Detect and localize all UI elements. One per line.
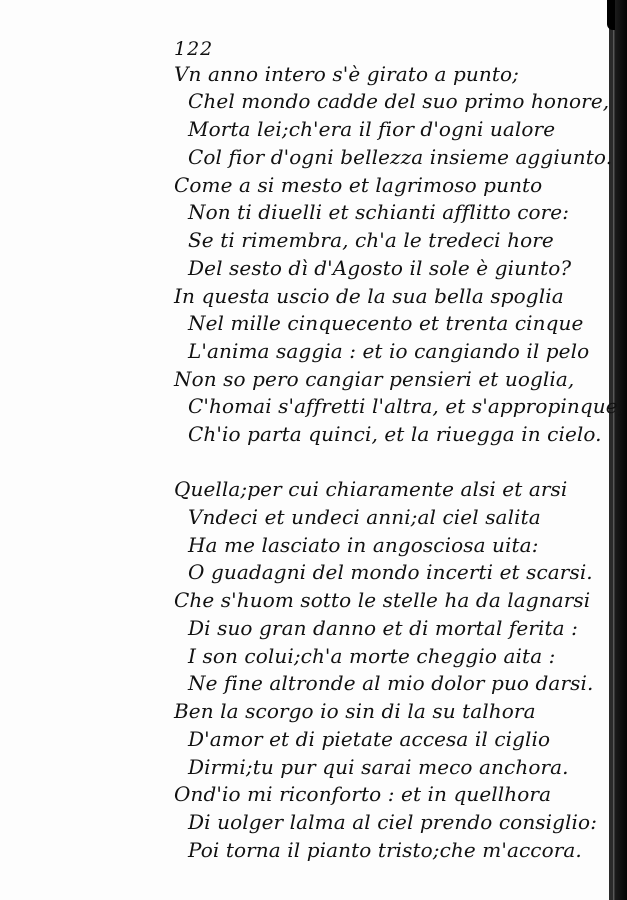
sonnet-1-line-5: Come a si mesto et lagrimoso punto xyxy=(174,173,543,197)
book-spine-notch xyxy=(607,0,615,30)
sonnet-1-line-13: C'homai s'affretti l'altra, et s'appropinque, xyxy=(188,394,625,418)
sonnet-1-line-6: Non ti diuelli et schianti afflitto core: xyxy=(188,200,570,224)
sonnet-1-line-4: Col fior d'ogni bellezza insieme aggiunto. xyxy=(188,145,613,169)
sonnet-2-line-13: Di uolger lalma al ciel prendo consiglio: xyxy=(188,810,598,834)
sonnet-2-line-11: Dirmi;tu pur qui sarai meco anchora. xyxy=(188,755,569,779)
sonnet-2-line-10: D'amor et di pietate accesa il ciglio xyxy=(188,727,551,751)
sonnet-1-line-1: Vn anno intero s'è girato a punto; xyxy=(174,62,520,86)
sonnet-1-line-10: Nel mille cinquecento et trenta cinque xyxy=(188,311,584,335)
sonnet-1-line-2: Chel mondo cadde del suo primo honore, xyxy=(188,89,610,113)
sonnet-1-line-7: Se ti rimembra, ch'a le tredeci hore xyxy=(188,228,554,252)
page-number: 122 xyxy=(174,38,214,60)
sonnet-2-line-12: Ond'io mi riconforto : et in quellhora xyxy=(174,782,552,806)
sonnet-1-line-3: Morta lei;ch'era il fior d'ogni ualore xyxy=(188,117,556,141)
sonnet-1-line-14: Ch'io parta quinci, et la riuegga in cielo. xyxy=(188,422,602,446)
sonnet-2-line-6: Di suo gran danno et di mortal ferita : xyxy=(188,616,578,640)
sonnet-2-line-9: Ben la scorgo io sin di la su talhora xyxy=(174,699,536,723)
sonnet-2-line-5: Che s'huom sotto le stelle ha da lagnarsi xyxy=(174,588,591,612)
sonnet-2-line-2: Vndeci et undeci anni;al ciel salita xyxy=(188,505,541,529)
sonnet-2-line-4: O guadagni del mondo incerti et scarsi. xyxy=(188,560,593,584)
sonnet-1-line-8: Del sesto dì d'Agosto il sole è giunto? xyxy=(188,256,572,280)
sonnet-1-line-9: In questa uscio de la sua bella spoglia xyxy=(174,284,564,308)
sonnet-2-line-1: Quella;per cui chiaramente alsi et arsi xyxy=(174,477,568,501)
sonnet-2-line-7: I son colui;ch'a morte cheggio aita : xyxy=(188,644,556,668)
sonnet-2-line-8: Ne fine altronde al mio dolor puo darsi. xyxy=(188,671,594,695)
sonnet-1-line-12: Non so pero cangiar pensieri et uoglia, xyxy=(174,367,575,391)
sonnet-2-line-3: Ha me lasciato in angosciosa uita: xyxy=(188,533,539,557)
sonnet-1-line-11: L'anima saggia : et io cangiando il pelo xyxy=(188,339,590,363)
book-spine-edge xyxy=(609,0,613,900)
sonnet-2-line-14: Poi torna il pianto tristo;che m'accora. xyxy=(188,838,582,862)
